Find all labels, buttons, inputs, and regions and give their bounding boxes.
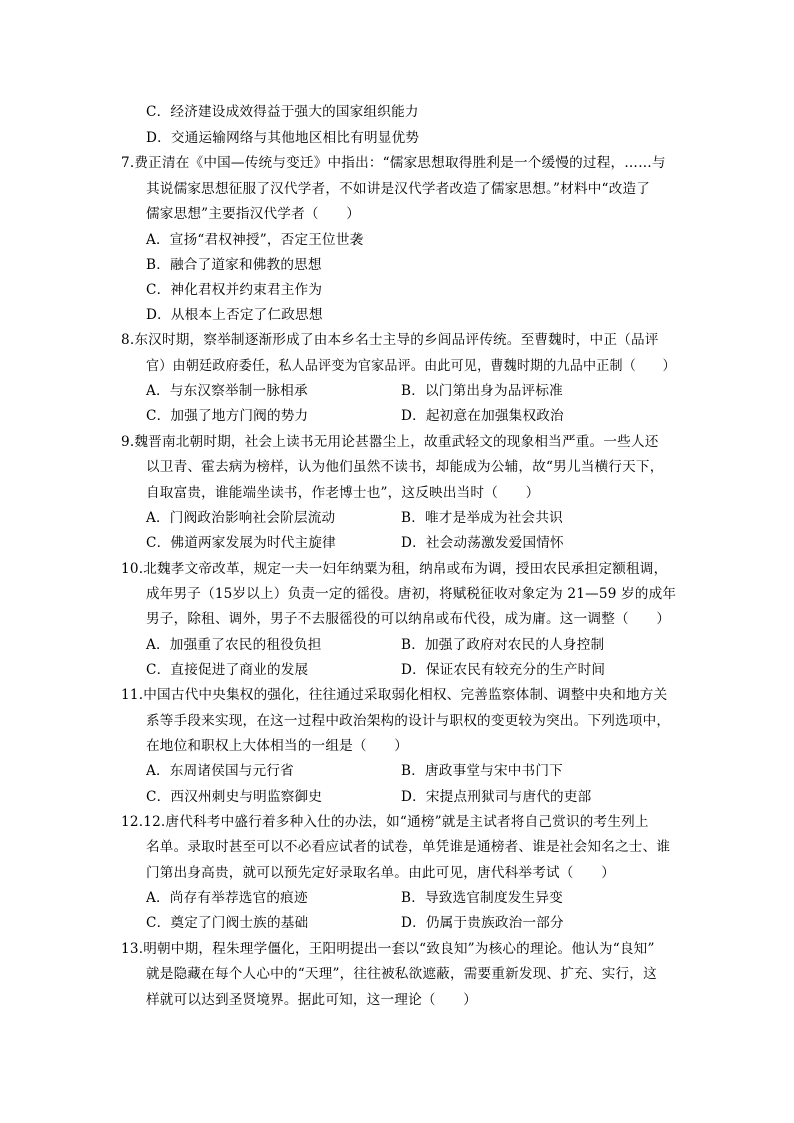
question-10-option-b: B．加强了政府对农民的人身控制 <box>401 637 605 653</box>
question-7-text: 儒家思想”主要指汉代学者（ ） <box>146 206 361 222</box>
question-9-option-a: A．门阀政治影响社会阶层流动 <box>146 510 336 526</box>
question-8-text: 8.东汉时期，察举制逐渐形成了由本乡名士主导的乡闾品评传统。至曹魏时，中正（品评 <box>121 332 659 348</box>
question-7-option-b: B．融合了道家和佛教的思想 <box>146 257 322 273</box>
question-12-text: 12.12.唐代科考中盛行着多种入仕的办法，如“通榜”就是主试者将自己赏识的考生列上 <box>121 814 649 830</box>
question-8-text: 官）由朝廷政府委任，私人品评变为官家品评。由此可见，曹魏时期的九品中正制（ ） <box>146 358 676 374</box>
question-12-option-b: B．导致选官制度发生异变 <box>401 890 563 906</box>
question-7-option-a: A．宣扬“君权神授”，否定王位世袭 <box>146 232 364 248</box>
question-11-text: 在地位和职权上大体相当的一组是（ ） <box>146 738 409 754</box>
question-10-text: 男子，除租、调外，男子不去服徭役的可以纳帛或布代役，成为庸。这一调整（ ） <box>146 611 671 627</box>
question-8-option-a: A．与东汉察举制一脉相承 <box>146 383 308 399</box>
question-12-text: 门第出身高贵，就可以预先定好录取名单。由此可见，唐代科举考试（ ） <box>146 865 615 881</box>
question-11-option-b: B．唐政事堂与宋中书门下 <box>401 763 563 779</box>
option-c-carry: C．经济建设成效得益于强大的国家组织能力 <box>146 104 419 120</box>
question-9-text: 以卫青、霍去病为榜样，认为他们虽然不读书，却能成为公辅，故“男儿当横行天下， <box>146 459 664 475</box>
question-12-text: 名单。录取时甚至可以不必看应试者的试卷，单凭谁是通榜者、谁是社会知名之士、谁 <box>146 839 671 855</box>
question-7-text: 其说儒家思想征服了汉代学者，不如讲是汉代学者改造了儒家思想。”材料中“改造了 <box>146 181 651 197</box>
question-10-option-c: C．直接促进了商业的发展 <box>146 662 309 678</box>
question-12-option-d: D．仍属于贵族政治一部分 <box>401 915 564 931</box>
question-10-text: 10.北魏孝文帝改革，规定一夫一妇年纳粟为租，纳帛或布为调，授田农民承担定额租调， <box>121 561 668 577</box>
question-11-option-d: D．宋提点刑狱司与唐代的吏部 <box>401 789 592 805</box>
question-7-text: 7.费正清在《中国—传统与变迁》中指出：“儒家思想取得胜利是一个缓慢的过程，……与 <box>121 155 666 171</box>
question-12-option-c: C．奠定了门阀士族的基础 <box>146 915 309 931</box>
question-12-option-a: A．尚存有举荐选官的痕迹 <box>146 890 308 906</box>
question-10-option-a: A．加强重了农民的租役负担 <box>146 637 322 653</box>
question-9-text: 自取富贵，谁能端坐读书，作老博士也”，这反映出当时（ ） <box>146 485 540 501</box>
question-9-text: 9.魏晋南北朝时期，社会上读书无用论甚嚣尘上，故重武轻文的现象相当严重。一些人还 <box>121 434 659 450</box>
question-9-option-b: B．唯才是举成为社会共识 <box>401 510 563 526</box>
question-8-option-c: C．加强了地方门阀的势力 <box>146 408 309 424</box>
question-8-option-d: D．起初意在加强集权政治 <box>401 408 564 424</box>
question-8-option-b: B．以门第出身为品评标准 <box>401 383 563 399</box>
question-13-text: 就是隐藏在每个人心中的“天理”，往往被私欲遮蔽，需要重新发现、扩充、实行，这 <box>146 966 657 982</box>
question-11-text: 系等手段来实现，在这一过程中政治架构的设计与职权的变更较为突出。下列选项中， <box>146 713 671 729</box>
question-7-option-c: C．神化君权并约束君主作为 <box>146 282 323 298</box>
question-9-option-c: C．佛道两家发展为时代主旋律 <box>146 535 336 551</box>
question-13-text: 13.明朝中期，程朱理学僵化，王阳明提出一套以“致良知”为核心的理论。他认为“良知” <box>121 941 655 957</box>
question-11-option-c: C．西汉州刺史与明监察御史 <box>146 789 323 805</box>
question-11-option-a: A．东周诸侯国与元行省 <box>146 763 294 779</box>
question-7-option-d: D．从根本上否定了仁政思想 <box>146 307 323 323</box>
option-d-carry: D．交通运输网络与其他地区相比有明显优势 <box>146 130 420 146</box>
question-11-text: 11.中国古代中央集权的强化，往往通过采取弱化相权、完善监察体制、调整中央和地方关 <box>121 687 668 703</box>
question-10-text: 成年男子（15岁以上）负责一定的徭役。唐初，将赋税征收对象定为 21—59 岁的成年 <box>146 586 677 602</box>
question-10-option-d: D．保证农民有较充分的生产时间 <box>401 662 606 678</box>
question-9-option-d: D．社会动荡激发爱国情怀 <box>401 535 564 551</box>
question-13-text: 样就可以达到圣贤境界。据此可知，这一理论（ ） <box>146 992 478 1008</box>
